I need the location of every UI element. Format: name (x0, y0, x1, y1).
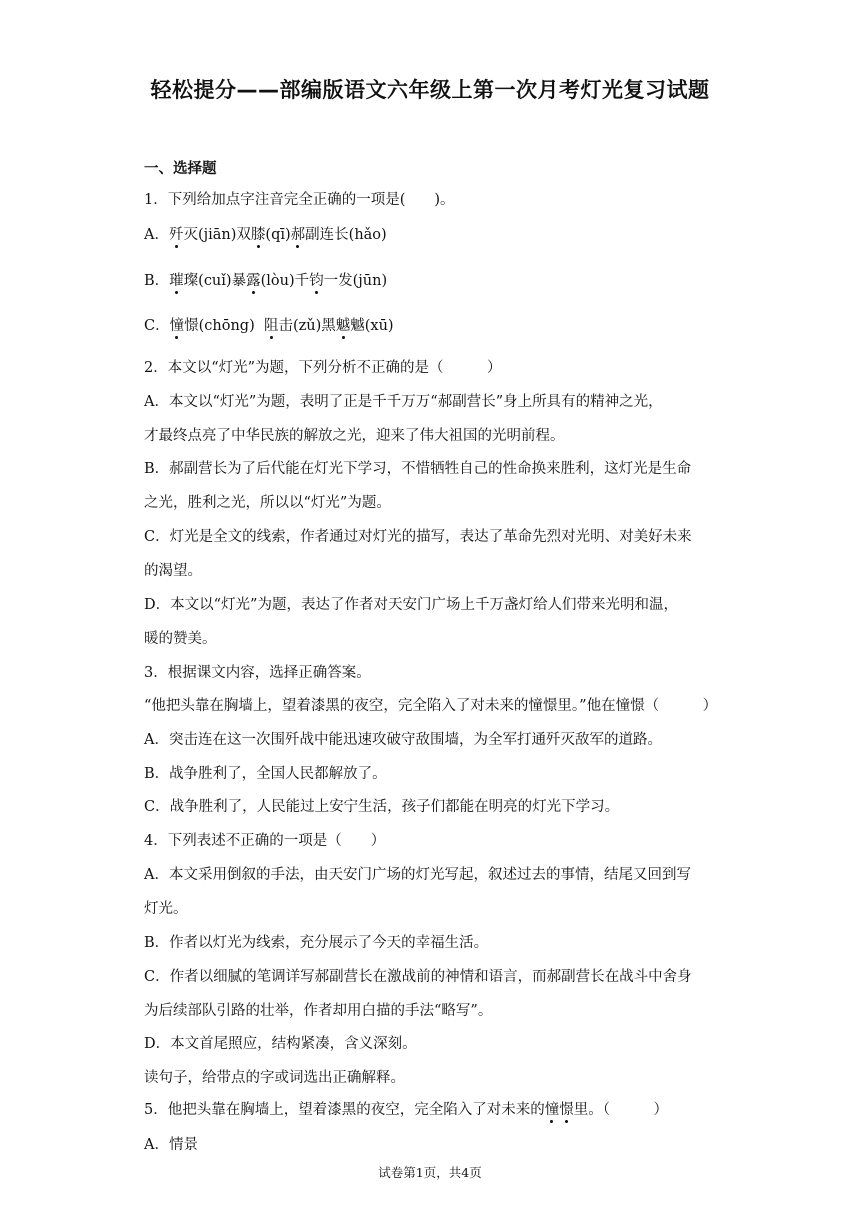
q3-option-c: C．战争胜利了，人民能过上安宁生活，孩子们都能在明亮的灯光下学习。 (144, 799, 620, 815)
q3-stem: 3．根据课文内容，选择正确答案。 (144, 665, 371, 681)
dotted-char: 憧 (544, 1102, 560, 1118)
section-heading: 一、选择题 (144, 161, 217, 177)
dotted-char: 歼 (168, 227, 184, 243)
dotted-char: 露 (246, 273, 261, 289)
q2-option-d-cont: 暖的赞美。 (144, 631, 217, 647)
q2-option-c-cont: 的渴望。 (144, 563, 202, 579)
q4-option-a: A．本文采用倒叙的手法，由天安门广场的灯光写起，叙述过去的事情，结尾又回到写 (144, 867, 691, 883)
q1-option-c: C．憧憬(chōng) 阻击(zǔ)黑魆魆(xū) (144, 318, 394, 334)
dotted-char: 钧 (309, 273, 324, 289)
dotted-char: 璀 (169, 273, 184, 289)
q3-option-a: A．突击连在这一次围歼战中能迅速攻破守敌围墙，为全军打通歼灭敌军的道路。 (144, 732, 662, 748)
q2-option-b-cont: 之光，胜利之光，所以以“灯光”为题。 (144, 495, 391, 511)
q5-stem: 5．他把头靠在胸墙上，望着漆黑的夜空，完全陷入了对未来的憧憬里。（ ） (144, 1102, 668, 1118)
dotted-char: 魆 (335, 318, 351, 334)
q2-option-d: D．本文以“灯光”为题，表达了作者对天安门广场上千万盏灯给人们带来光明和温， (144, 597, 678, 613)
q4-option-b: B．作者以灯光为线索，充分展示了今天的幸福生活。 (144, 935, 489, 951)
q4-stem: 4．下列表述不正确的一项是（ ） (144, 833, 386, 849)
q2-option-a-cont: 才最终点亮了中华民族的解放之光，迎来了伟大祖国的光明前程。 (144, 428, 565, 444)
q3-quote: “他把头靠在胸墙上，望着漆黑的夜空，完全陷入了对未来的憧憬里。”他在憧憬（ ） (144, 698, 718, 714)
q1-option-a: A．歼灭(jiān)双膝(qī)郝副连长(hǎo) (144, 227, 387, 243)
q1-stem: 1．下列给加点字注音完全正确的一项是( )。 (144, 192, 455, 208)
q4-option-d: D．本文首尾照应，结构紧凑，含义深刻。 (144, 1036, 417, 1052)
q2-option-a: A．本文以“灯光”为题，表明了正是千千万万“郝副营长”身上所具有的精神之光， (144, 394, 663, 410)
q4-option-a-cont: 灯光。 (144, 901, 188, 917)
q5-option-a: A．情景 (144, 1137, 198, 1153)
dotted-char: 膝 (250, 227, 266, 243)
q4-option-c-cont: 为后续部队引路的壮举，作者却用白描的手法“略写”。 (144, 1003, 493, 1019)
q3-option-b: B．战争胜利了，全国人民都解放了。 (144, 766, 387, 782)
q1-option-b: B．璀璨(cuǐ)暴露(lòu)千钧一发(jūn) (144, 273, 388, 289)
page-footer: 试卷第1页，共4页 (378, 1165, 482, 1180)
q2-stem: 2．本文以“灯光”为题，下列分析不正确的是（ ） (144, 360, 502, 376)
dotted-char: 憧 (169, 318, 185, 334)
q2-option-c: C．灯光是全文的线索，作者通过对灯光的描写，表达了革命先烈对光明、对美好未来 (144, 529, 692, 545)
dotted-char: 郝 (290, 227, 306, 243)
q4-option-c: C．作者以细腻的笔调详写郝副营长在激战前的神情和语言，而郝副营长在战斗中舍身 (144, 969, 692, 985)
page-title: 轻松提分——部编版语文六年级上第一次月考灯光复习试题 (150, 78, 710, 102)
dotted-char: 阻 (263, 318, 279, 334)
instruction-text: 读句子，给带点的字或词选出正确解释。 (144, 1070, 405, 1086)
q2-option-b: B．郝副营长为了后代能在灯光下学习，不惜牺牲自己的性命换来胜利，这灯光是生命 (144, 461, 692, 477)
dotted-char: 憬 (559, 1102, 574, 1118)
